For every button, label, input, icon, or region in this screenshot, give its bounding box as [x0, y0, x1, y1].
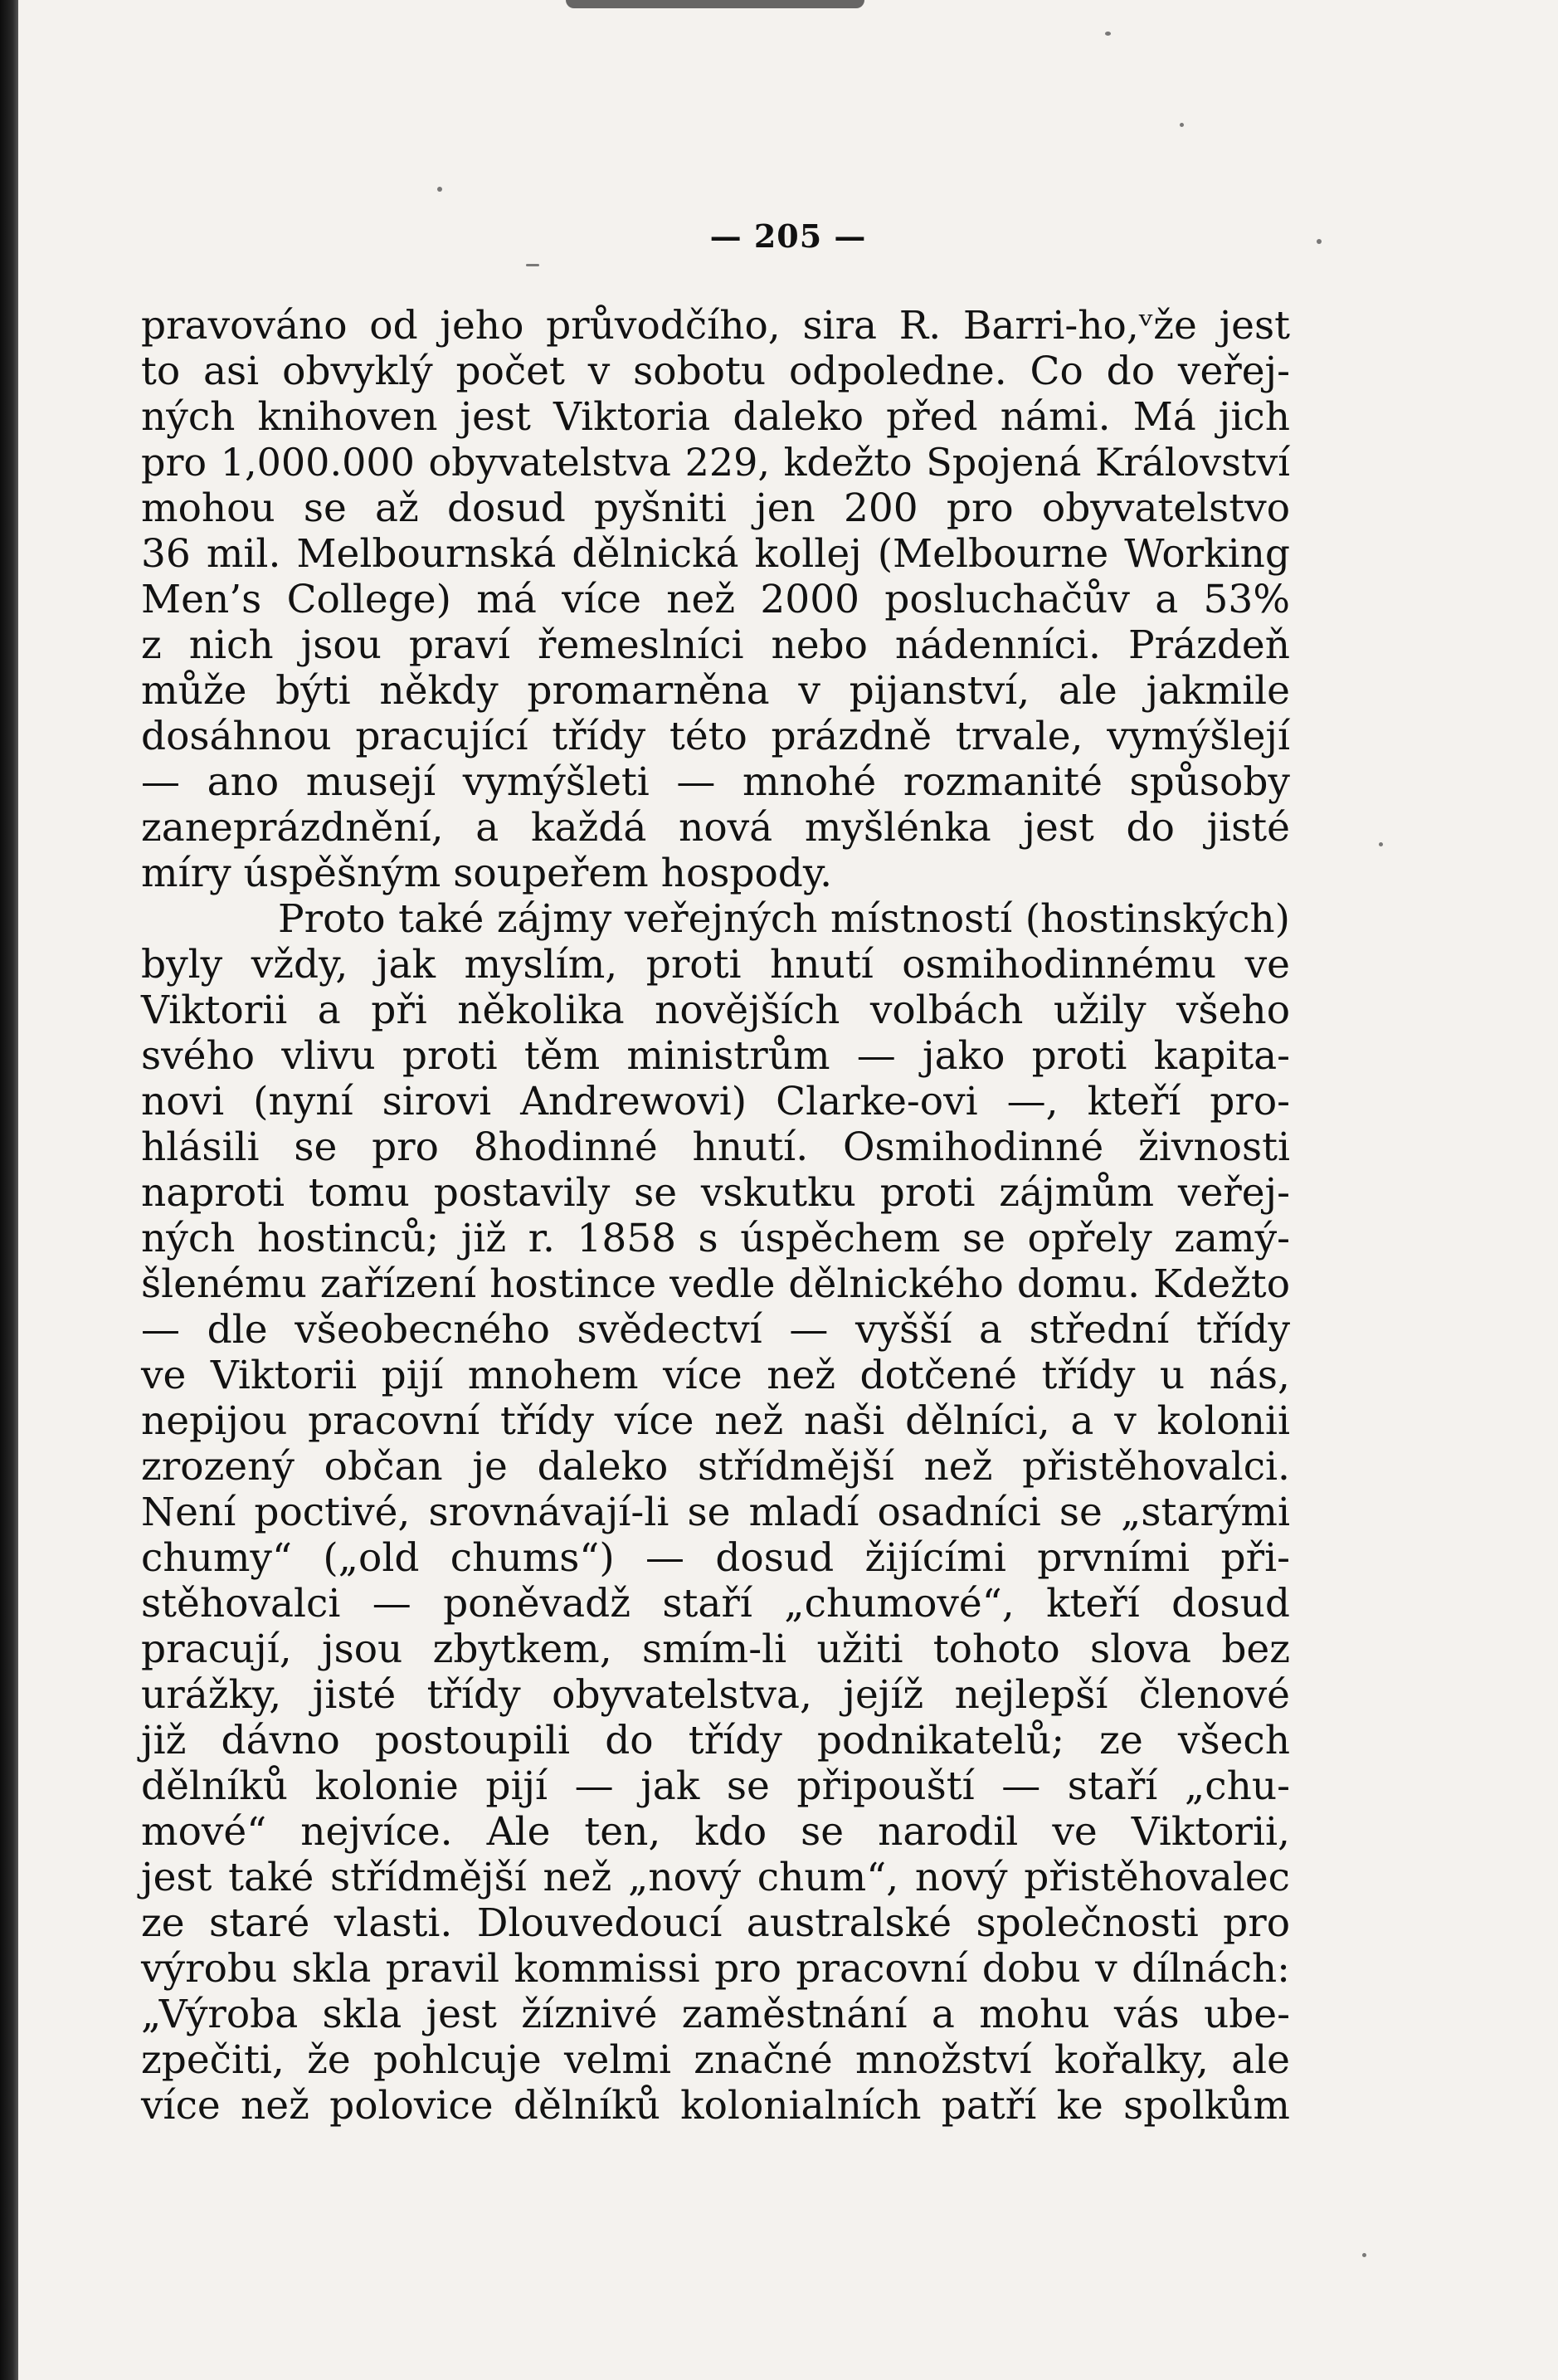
- text-line: Viktorii a při několika novějších volbách užily všeho: [141, 988, 1290, 1033]
- text-line: novi (nyní sirovi Andrewovi) Clarke-ovi —, kteří pro-: [141, 1079, 1290, 1124]
- text-line: stěhovalci — poněvadž staří „chumové“, kteří dosud: [141, 1581, 1290, 1626]
- text-line: urážky, jisté třídy obyvatelstva, jejíž nejlepší členové: [141, 1672, 1290, 1718]
- text-line: — dle všeobecného svědectví — vyšší a střední třídy: [141, 1307, 1290, 1353]
- text-line: již dávno postoupili do třídy podnikatelů; ze všech: [141, 1718, 1290, 1763]
- text-line: svého vlivu proti těm ministrům — jako proti kapita-: [141, 1033, 1290, 1079]
- speck: [1362, 2253, 1366, 2257]
- text-line: naproti tomu postavily se vskutku proti zájmům veřej-: [141, 1170, 1290, 1216]
- text-line: zrozený občan je daleko střídmější než přistěhovalci.: [141, 1444, 1290, 1490]
- text-line: mové“ nejvíce. Ale ten, kdo se narodil ve Viktorii,: [141, 1809, 1290, 1855]
- text-line: dělníků kolonie pijí — jak se připouští — staří „chu-: [141, 1763, 1290, 1809]
- text-line: výrobu skla pravil kommissi pro pracovní dobu v dílnách:: [141, 1946, 1290, 1992]
- text-line: hlásili se pro 8hodinné hnutí. Osmihodinné živnosti: [141, 1124, 1290, 1170]
- text-line: Není poctivé, srovnávají-li se mladí osadníci se „starými: [141, 1490, 1290, 1535]
- text-line: ných knihoven jest Viktoria daleko před námi. Má jich: [141, 394, 1290, 440]
- text-line: chumy“ („old chums“) — dosud žijícími prvními při-: [141, 1535, 1290, 1581]
- text-line-paragraph-start: Proto také zájmy veřejných místností (hostinských): [278, 896, 1290, 942]
- text-line: šlenému zařízení hostince vedle dělnického domu. Kdežto: [141, 1261, 1290, 1307]
- text-line: míry úspěšným soupeřem hospody.: [141, 851, 833, 896]
- text-line: ných hostinců; již r. 1858 s úspěchem se opřely zamý-: [141, 1216, 1290, 1261]
- top-stain: [566, 0, 864, 8]
- text-line: pravováno od jeho průvodčího, sira R. Barri-ho,ᵛže jest: [141, 303, 1290, 349]
- speck: [437, 187, 442, 192]
- text-line: byly vždy, jak myslím, proti hnutí osmihodinnému ve: [141, 942, 1290, 988]
- speck: [1105, 32, 1111, 36]
- speck: [1379, 842, 1383, 846]
- book-page: [18, 0, 1558, 2380]
- text-line: — ano musejí vymýšleti — mnohé rozmanité spůsoby: [141, 759, 1290, 805]
- text-line: nepijou pracovní třídy více než naši dělníci, a v kolonii: [141, 1398, 1290, 1444]
- text-line: Men’s College) má více než 2000 posluchačův a 53%: [141, 577, 1290, 622]
- text-line: jest také střídmější než „nový chum“, nový přistěhovalec: [141, 1855, 1290, 1900]
- text-line: ve Viktorii pijí mnohem více než dotčené třídy u nás,: [141, 1353, 1290, 1398]
- speck: [526, 264, 539, 266]
- text-line: více než polovice dělníků kolonialních patří ke spolkům: [141, 2083, 1290, 2129]
- page-number: — 205 —: [709, 217, 867, 255]
- binding-edge: [0, 0, 18, 2380]
- text-line: ze staré vlasti. Dlouvedoucí australské společnosti pro: [141, 1900, 1290, 1946]
- speck: [1180, 123, 1184, 127]
- text-line: zaneprázdnění, a každá nová myšlénka jest do jisté: [141, 805, 1290, 851]
- text-line: mohou se až dosud pyšniti jen 200 pro obyvatelstvo: [141, 485, 1290, 531]
- text-line: zpečiti, že pohlcuje velmi značné množství kořalky, ale: [141, 2037, 1290, 2083]
- text-line: to asi obvyklý počet v sobotu odpoledne. Co do veřej-: [141, 349, 1290, 394]
- text-line: dosáhnou pracující třídy této prázdně trvale, vymýšlejí: [141, 714, 1290, 759]
- text-line: pro 1,000.000 obyvatelstva 229, kdežto Spojená Království: [141, 440, 1290, 485]
- body-text: [141, 303, 1290, 2129]
- text-line: z nich jsou praví řemeslníci nebo nádenníci. Prázdeň: [141, 622, 1290, 668]
- text-line: pracují, jsou zbytkem, smím-li užiti tohoto slova bez: [141, 1626, 1290, 1672]
- text-line: 36 mil. Melbournská dělnická kollej (Melbourne Working: [141, 531, 1290, 577]
- text-line: „Výroba skla jest žíznivé zaměstnání a mohu vás ube-: [141, 1992, 1290, 2037]
- text-line: může býti někdy promarněna v pijanství, ale jakmile: [141, 668, 1290, 714]
